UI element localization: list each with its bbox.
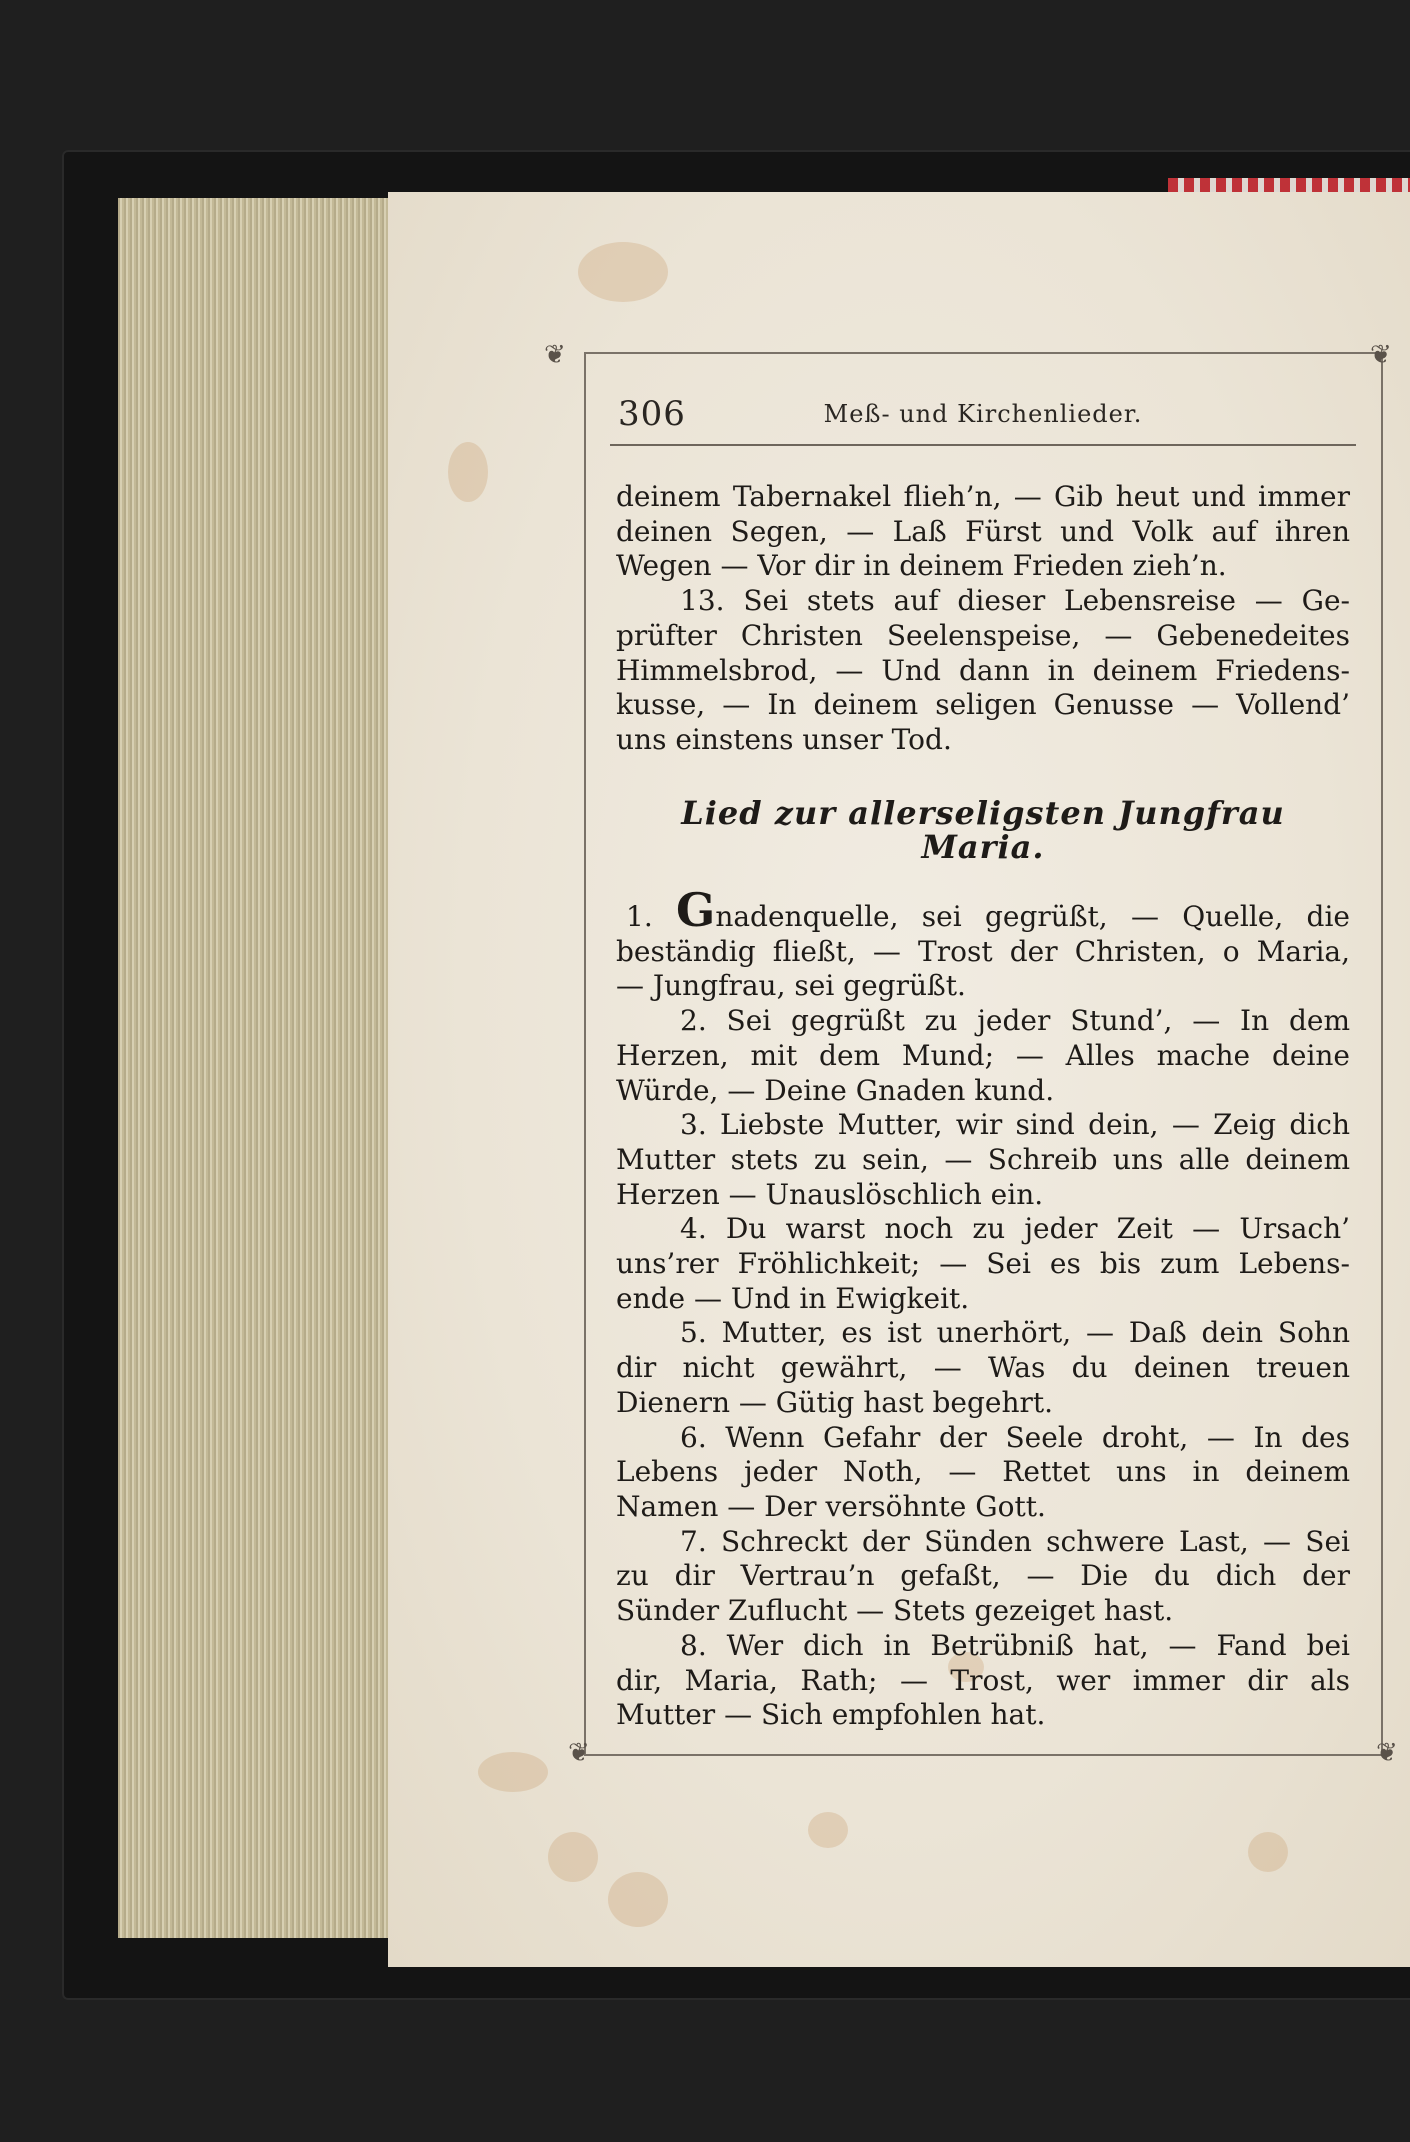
text-line: Würde, — Deine Gnaden kund. [616,1073,1055,1107]
verse-lines [616,935,1350,1733]
text-line: Mutter — Sich empfohlen hat. [616,1698,1046,1732]
foxing-stain [608,1872,668,1927]
text-line: dir nicht gewährt, — Was du deinen treuen [616,1351,1350,1385]
text-line: Himmelsbrod, — Und dann in deinem Friedens- [616,653,1350,687]
text-line: uns’rer Fröhlichkeit; — Sei es bis zum Lebens- [616,1247,1350,1281]
text-line: 2. Sei gegrüßt zu jeder Stund’, — In dem [680,1004,1350,1038]
text-line: dir, Maria, Rath; — Trost, wer immer dir als [616,1663,1350,1697]
continuation-block [616,480,1350,758]
corner-ornament-icon: ❦ [568,1738,590,1768]
text-line: kusse, — In deinem seligen Genusse — Vollend’ [616,688,1350,722]
text-line: 6. Wenn Gefahr der Seele droht, — In des [680,1420,1350,1454]
text-line: Herzen, mit dem Mund; — Alles mache deine [616,1038,1350,1072]
text-line: beständig fließt, — Trost der Christen, o Maria, [616,934,1350,968]
text-line: 7. Schreckt der Sünden schwere Last, — Sei [680,1524,1350,1558]
text-line: Herzen — Unauslöschlich ein. [616,1177,1044,1211]
text-line: deinem Tabernakel flieh’n, — Gib heut und immer [616,480,1350,513]
corner-ornament-icon: ❦ [544,340,566,370]
text-line: deinen Segen, — Laß Fürst und Volk auf ihren [616,514,1350,548]
text-line: zu dir Vertrau’n gefaßt, — Die du dich der [616,1559,1350,1593]
corner-ornament-icon: ❦ [1376,1738,1398,1768]
text-line: 3. Liebste Mutter, wir sind dein, — Zeig dich [680,1108,1350,1142]
foxing-stain [1248,1832,1288,1872]
page-number: 306 [618,394,686,434]
book-page [388,192,1410,1967]
text-line: Dienern — Gütig hast begehrt. [616,1385,1054,1419]
text-line: — Jungfrau, sei gegrüßt. [616,969,966,1003]
text-line: 5. Mutter, es ist unerhört, — Daß dein Sohn [680,1316,1350,1350]
foxing-stain [478,1752,548,1792]
foxing-stain [578,242,668,302]
text-line: Lebens jeder Noth, — Rettet uns in deinem [616,1455,1350,1489]
text-line: Wegen — Vor dir in deinem Frieden zieh’n. [616,549,1227,583]
verse-line [616,883,1350,938]
verse-line-text: nadenquelle, sei gegrüßt, — Quelle, die [715,900,1350,934]
verse-number: 1. [626,900,653,934]
text-line: Sünder Zuflucht — Stets gezeiget hast. [616,1594,1174,1628]
foxing-stain [548,1832,598,1882]
page-header [610,388,1356,446]
text-line: 13. Sei stets auf dieser Lebensreise — Ge- [680,584,1350,618]
page-edges [118,198,391,1938]
text-line: Namen — Der versöhnte Gott. [616,1489,1046,1523]
running-head: Meß- und Kirchenlieder. [823,400,1143,428]
body-text [616,480,1350,1733]
song-title: Lied zur allerseligsten Jungfrau Maria. [681,793,1285,867]
text-line: uns einstens unser Tod. [616,722,952,756]
text-line: 8. Wer dich in Betrübniß hat, — Fand bei [680,1628,1350,1662]
text-line: Mutter stets zu sein, — Schreib uns alle deinem [616,1142,1350,1176]
verse-block [616,883,1350,1733]
foxing-stain [808,1812,848,1848]
foxing-stain [448,442,488,502]
text-line: ende — Und in Ewigkeit. [616,1281,970,1315]
text-line: 4. Du warst noch zu jeder Zeit — Ursach’ [680,1212,1350,1246]
text-line: prüfter Christen Seelenspeise, — Gebenedeites [616,618,1350,652]
drop-cap: G [676,883,716,938]
corner-ornament-icon: ❦ [1370,340,1392,370]
